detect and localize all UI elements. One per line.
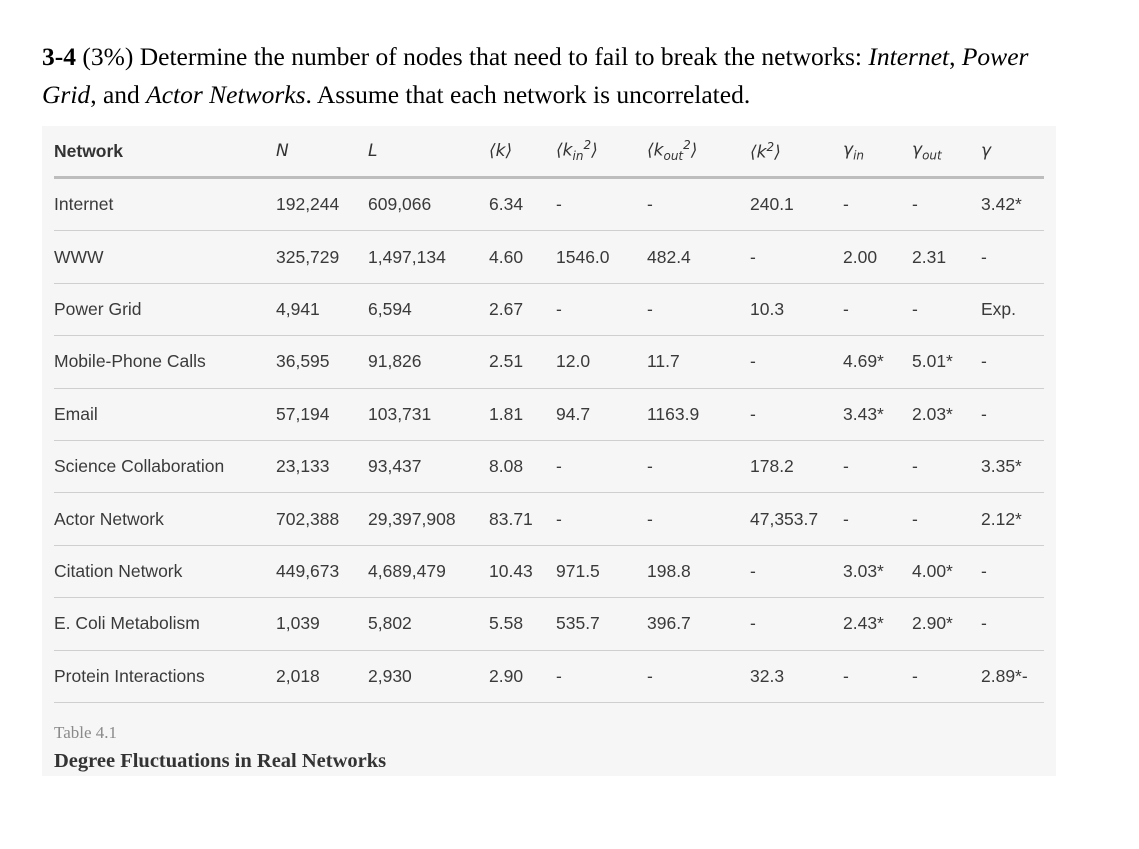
table-row	[54, 545, 1044, 597]
cell-N: 702,388	[276, 493, 368, 545]
cell-gout: 5.01*	[912, 336, 981, 388]
cell-L: 2,930	[368, 650, 489, 702]
cell-g: -	[981, 231, 1044, 283]
cell-k2: 10.3	[750, 283, 843, 335]
network-name-power-grid: Power Grid	[42, 42, 1029, 109]
cell-k: 6.34	[489, 178, 556, 231]
header-kout2-open: ⟨k	[647, 141, 664, 162]
cell-kout2: 11.7	[647, 336, 750, 388]
cell-N: 36,595	[276, 336, 368, 388]
header-kout2-sup: 2	[683, 138, 691, 153]
cell-k2: -	[750, 388, 843, 440]
cell-k: 5.58	[489, 598, 556, 650]
cell-N: 325,729	[276, 231, 368, 283]
cell-k: 1.81	[489, 388, 556, 440]
cell-kout2: 1163.9	[647, 388, 750, 440]
cell-gout: -	[912, 650, 981, 702]
cell-k: 83.71	[489, 493, 556, 545]
cell-gout: 4.00*	[912, 545, 981, 597]
cell-gout: -	[912, 178, 981, 231]
cell-k2: -	[750, 336, 843, 388]
cell-N: 4,941	[276, 283, 368, 335]
cell-g: 3.35*	[981, 440, 1044, 492]
cell-L: 4,689,479	[368, 545, 489, 597]
cell-gin: 3.43*	[843, 388, 912, 440]
cell-kin2: -	[556, 650, 647, 702]
network-name-actor: Actor Networks	[146, 80, 306, 109]
cell-L: 5,802	[368, 598, 489, 650]
table-row	[54, 650, 1044, 702]
cell-k: 2.51	[489, 336, 556, 388]
cell-network: E. Coli Metabolism	[54, 598, 276, 650]
cell-kin2: 94.7	[556, 388, 647, 440]
cell-gout: 2.90*	[912, 598, 981, 650]
degree-fluctuations-table	[54, 126, 1044, 703]
table-panel	[42, 126, 1056, 776]
cell-gout: 2.31	[912, 231, 981, 283]
question-text	[42, 38, 1082, 114]
cell-gout: -	[912, 493, 981, 545]
cell-g: 2.89*-	[981, 650, 1044, 702]
header-gamma-in-sub: in	[853, 148, 865, 163]
cell-gin: 2.43*	[843, 598, 912, 650]
cell-network: Protein Interactions	[54, 650, 276, 702]
cell-k2: 32.3	[750, 650, 843, 702]
table-row	[54, 178, 1044, 231]
cell-kin2: -	[556, 440, 647, 492]
cell-network: Email	[54, 388, 276, 440]
table-row	[54, 388, 1044, 440]
header-gamma-out-base: γ	[912, 139, 923, 160]
cell-L: 1,497,134	[368, 231, 489, 283]
table-caption-number: Table 4.1	[54, 723, 118, 742]
header-kout2	[647, 126, 750, 178]
cell-gin: -	[843, 493, 912, 545]
header-k2-open: ⟨k	[750, 142, 767, 163]
cell-network: Mobile-Phone Calls	[54, 336, 276, 388]
cell-gin: 4.69*	[843, 336, 912, 388]
cell-kout2: 198.8	[647, 545, 750, 597]
table-row	[54, 336, 1044, 388]
header-kout2-close: ⟩	[690, 141, 698, 162]
cell-kin2: -	[556, 493, 647, 545]
cell-k2: -	[750, 231, 843, 283]
cell-k2: -	[750, 545, 843, 597]
cell-gin: -	[843, 650, 912, 702]
question-separator: , and	[90, 80, 147, 109]
cell-L: 93,437	[368, 440, 489, 492]
header-k2-close: ⟩	[774, 142, 781, 163]
table-row	[54, 598, 1044, 650]
cell-gin: -	[843, 283, 912, 335]
network-name-internet: Internet	[868, 42, 950, 71]
cell-kout2: -	[647, 283, 750, 335]
cell-kout2: -	[647, 178, 750, 231]
cell-kin2: 535.7	[556, 598, 647, 650]
cell-network: Power Grid	[54, 283, 276, 335]
cell-N: 1,039	[276, 598, 368, 650]
cell-N: 2,018	[276, 650, 368, 702]
cell-network: Science Collaboration	[54, 440, 276, 492]
cell-L: 91,826	[368, 336, 489, 388]
cell-N: 449,673	[276, 545, 368, 597]
question-body: (3%) Determine the number of nodes that need to fail to break the networks:	[76, 42, 869, 71]
cell-kout2: -	[647, 493, 750, 545]
question-number: 3-4	[42, 42, 76, 71]
cell-gin: -	[843, 440, 912, 492]
header-kin2-sub: in	[572, 149, 584, 164]
cell-kin2: -	[556, 178, 647, 231]
cell-g: 2.12*	[981, 493, 1044, 545]
header-kin2-open: ⟨k	[556, 141, 573, 162]
header-k2	[750, 126, 843, 178]
table-row	[54, 231, 1044, 283]
table-row	[54, 283, 1044, 335]
cell-L: 29,397,908	[368, 493, 489, 545]
cell-g: -	[981, 545, 1044, 597]
cell-kin2: 971.5	[556, 545, 647, 597]
cell-kout2: 482.4	[647, 231, 750, 283]
cell-N: 57,194	[276, 388, 368, 440]
cell-gin: 3.03*	[843, 545, 912, 597]
cell-gin: -	[843, 178, 912, 231]
cell-g: -	[981, 336, 1044, 388]
table-body	[54, 178, 1044, 703]
cell-N: 23,133	[276, 440, 368, 492]
header-L: L	[368, 126, 489, 178]
header-gamma-in-base: γ	[843, 139, 854, 160]
cell-gout: -	[912, 283, 981, 335]
cell-g: 3.42*	[981, 178, 1044, 231]
cell-k2: -	[750, 598, 843, 650]
table-row	[54, 493, 1044, 545]
cell-k2: 240.1	[750, 178, 843, 231]
cell-L: 103,731	[368, 388, 489, 440]
cell-k: 2.67	[489, 283, 556, 335]
header-k: ⟨k⟩	[489, 126, 556, 178]
header-network: Network	[54, 126, 276, 178]
cell-L: 6,594	[368, 283, 489, 335]
cell-kin2: 1546.0	[556, 231, 647, 283]
header-gamma-out	[912, 126, 981, 178]
cell-gout: -	[912, 440, 981, 492]
cell-network: WWW	[54, 231, 276, 283]
question-tail: . Assume that each network is uncorrelated.	[305, 80, 751, 109]
header-kin2-close: ⟩	[591, 141, 598, 162]
header-kin2-sup: 2	[583, 138, 592, 153]
header-gamma-out-sub: out	[922, 148, 942, 163]
cell-N: 192,244	[276, 178, 368, 231]
cell-k2: 47,353.7	[750, 493, 843, 545]
cell-k: 10.43	[489, 545, 556, 597]
cell-g: Exp.	[981, 283, 1044, 335]
cell-network: Actor Network	[54, 493, 276, 545]
cell-g: -	[981, 388, 1044, 440]
header-N: N	[276, 126, 368, 178]
table-row	[54, 440, 1044, 492]
cell-k: 8.08	[489, 440, 556, 492]
cell-kout2: -	[647, 440, 750, 492]
header-kout2-sub: out	[663, 149, 684, 164]
cell-L: 609,066	[368, 178, 489, 231]
cell-k: 2.90	[489, 650, 556, 702]
cell-gin: 2.00	[843, 231, 912, 283]
table-caption-title: Degree Fluctuations in Real Networks	[54, 750, 387, 772]
cell-kin2: -	[556, 283, 647, 335]
header-gamma-in	[843, 126, 912, 178]
header-k2-sup: 2	[766, 139, 775, 154]
cell-network: Internet	[54, 178, 276, 231]
cell-gout: 2.03*	[912, 388, 981, 440]
cell-k2: 178.2	[750, 440, 843, 492]
cell-k: 4.60	[489, 231, 556, 283]
cell-kin2: 12.0	[556, 336, 647, 388]
cell-network: Citation Network	[54, 545, 276, 597]
cell-kout2: -	[647, 650, 750, 702]
header-kin2	[556, 126, 647, 178]
header-gamma: γ	[981, 126, 1044, 178]
cell-kout2: 396.7	[647, 598, 750, 650]
question-separator: ,	[949, 42, 962, 71]
table-header-row	[54, 126, 1044, 178]
cell-g: -	[981, 598, 1044, 650]
